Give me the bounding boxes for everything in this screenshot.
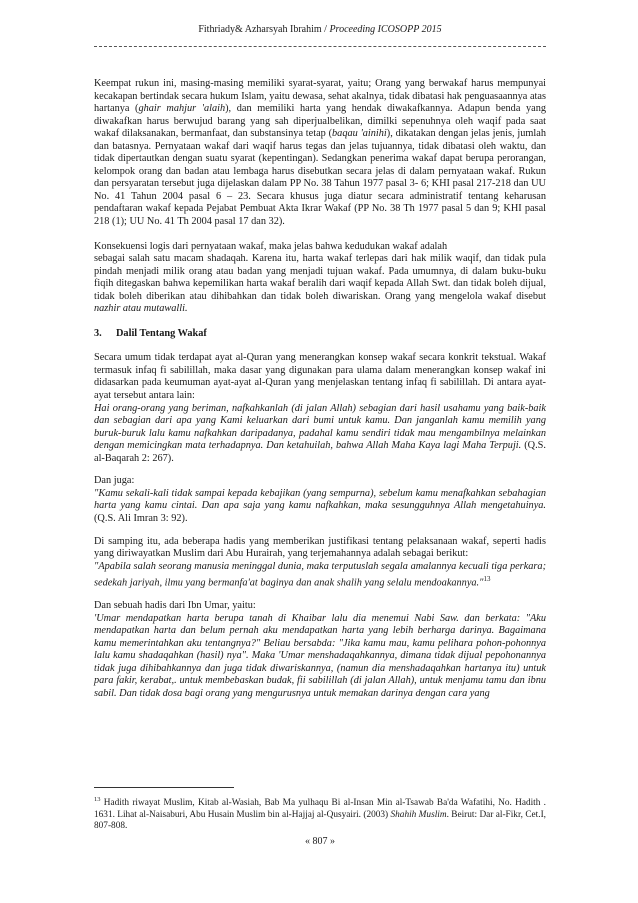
paragraph-ibn-umar: Dan sebuah hadis dari Ibn Umar, yaitu: [94, 600, 256, 612]
section-heading: 3. Dalil Tentang Wakaf [94, 327, 207, 339]
header-authors: Fithriady& Azharsyah Ibrahim / [198, 24, 330, 35]
footnote-divider [94, 787, 234, 788]
paragraph-konsekuensi: sebagai salah satu macam shadaqah. Karena itu, harta wakaf terlepas dari hak milik waqif, dan tidak pula pindah menjadi milik orang atau badan yang menjadi tujuan wakaf. Pada umumnya, di dalam buku-buku fiqih ditegaskan bahwa kepemilikan harta wakaf beralih dari waqif kepada Allah Swt. dan tidak boleh dijual, tidak boleh diberikan atau dihibahkan dan tidak boleh diwariskan. Orang yang mengelola wakaf disebut nazhir atau mutawalli. [94, 253, 546, 315]
paragraph-hadis: Di samping itu, ada beberapa hadis yang memberikan justifikasi tentang pelaksanaan wakaf, seperti hadis yang diriwayatkan Muslim dari Abu Hurairah, yang terjemahannya adalah sebagai berikut: [94, 535, 546, 560]
page-number: « 807 » [305, 836, 335, 847]
main-text [94, 78, 546, 700]
quote-ali-imran: "Kamu sekali-kali tidak sampai kepada kebajikan (yang sempurna), sebelum kamu menafkahkan sebahagian harta yang kamu cintai. Dan apa saja yang kamu nafkahkan, maka sesungguhnya Allah mengetahuinya. (Q.S. Ali Imran 3: 92). [94, 487, 546, 524]
quote-al-baqarah: Hai orang-orang yang beriman, nafkahkanlah (di jalan Allah) sebagian dari hasil usahamu yang baik-baik dan sebagian dari apa yang Kami keluarkan dari bumi untuk kamu. Dan janganlah kamu memilih yang buruk-buruk lalu kamu nafkahkan daripadanya, padahal kamu sendiri tidak mau mengambilnya melainkan dengan memicingkan mata terhadapnya. Dan ketahuilah, bahwa Allah Maha Kaya lagi Maha Terpuji. (Q.S. al-Baqarah 2: 267). [94, 402, 546, 464]
footnote-number: 13 [94, 796, 101, 803]
footnote: $^{13}$ Hadith riwayat Muslim, Kitab al-Wasiah, Bab Ma yulhaqu Bi al-Insan Min al-Tsawab Ba'da Wafatihi, No. Hadith . 1631. Lihat al-Naisaburi, Abu Husain Muslim bin al-Hajjaj al-Qusyairi. (2003) Shahih Muslim. Beirut: Dar al-Fikr, Cet.I, 807-808. [94, 796, 546, 832]
quote-hadis-muslim: "Apabila salah seorang manusia meninggal dunia, maka terputuslah segala amalannya kecuali tiga perkara; sedekah jariyah, ilmu yang bermanfa'at baginya dan anak shalih yang selalu mendoakannya."$^{13}$ [94, 560, 546, 589]
paragraph-dan-juga: Dan juga: [94, 475, 135, 487]
header-divider [94, 46, 546, 47]
footnote-marker[interactable]: 13 [483, 575, 491, 584]
header-venue: Proceeding ICOSOPP 2015 [329, 24, 442, 35]
running-header [94, 24, 546, 35]
paragraph-rukun: Keempat rukun ini, masing-masing memiliki syarat-syarat, yaitu; Orang yang berwakaf harus mempunyai kecakapan bertindak secara hukum Islam, yaitu dewasa, sehat akalnya, tidak dibatasi hak penguasaannya atas hartanya (ghair mahjur 'alaih), dan memiliki harta yang hendak diwakafkannya. Adapun benda yang diwakafkan harus berwujud barang yang sah diperjualbelikan, dimilki sepenuhnya oleh waqif pada saat wakaf dilaksanakan, bermanfaat, dan substansinya tetap (baqau 'ainihi), dikatakan dengan jelas jenis, jumlah dan batasnya. Pernyataan wakaf dari waqif harus tegas dan jelas tujuannya, tidak dibatasi oleh waktu, dan tidak dipertautkan dengan suatu syarat (kepentingan). Sedangkan penerima wakaf dapat berupa perorangan, kelompok orang dan badan atau lembaga harus disebutkan secara jelas di dalam pernyataan wakaf. Rukun dan persyaratan tersebut juga dijelaskan dalam PP No. 38 Tahun 1977 pasal 3- 6; KHI pasal 217-218 dan UU No. 41 Tahun 2004 pasal 6 – 23. Secara khusus juga diatur secara administratif tentang keharusan pendaftaran wakaf kepada Pejabat Pembuat Akta Ikrar Wakaf (PP No. 38 Th 1977 pasal 5 dan 9; KHI pasal 218 (1); UU No. 41 Th 2004 pasal 17 dan 32). [94, 78, 546, 228]
paragraph-konsekuensi-line: Konsekuensi logis dari pernyataan wakaf, maka jelas bahwa kedudukan wakaf adalah [94, 240, 448, 252]
paragraph-dalil: Secara umum tidak terdapat ayat al-Quran yang menerangkan konsep wakaf secara konkrit tekstual. Wakaf termasuk infaq fi sabilillah, maka dasar yang digunakan para ulama dalam menerangkan konsep wakaf ini didasarkan pada keumuman ayat-ayat al-Quran yang menjelaskan tentang infaq fi sabilillah. Di antara ayat-ayat tersebut antara lain: [94, 352, 546, 402]
quote-hadis-ibn-umar: 'Umar mendapatkan harta berupa tanah di Khaibar lalu dia menemui Nabi Saw. dan berkata: "Aku mendapatkan harta dan belum pernah aku mendapatkan harta yang lebih berharga darinya. Bagaimana kamu memerintahkan aku tentangnya?" Beliau bersabda: "Jika kamu mau, kamu pelihara pohon-pohonnya lalu kamu shadaqahkan (hasil) nya". Maka 'Umar menshadaqahkannya, dimana tidak dijual pepohonannya tidak juga dihibahkannya dan juga tidak diwariskannya, (namun dia menshadaqahkan hartanya itu) untuk para fakir, kerabat,. untuk membebaskan budak, fii sabilillah (di jalan Allah), untuk menjamu tamu dan ibnu sabil. Dan tidak dosa bagi orang yang mengurusnya untuk memakan darinya dengan cara yang [94, 612, 546, 699]
